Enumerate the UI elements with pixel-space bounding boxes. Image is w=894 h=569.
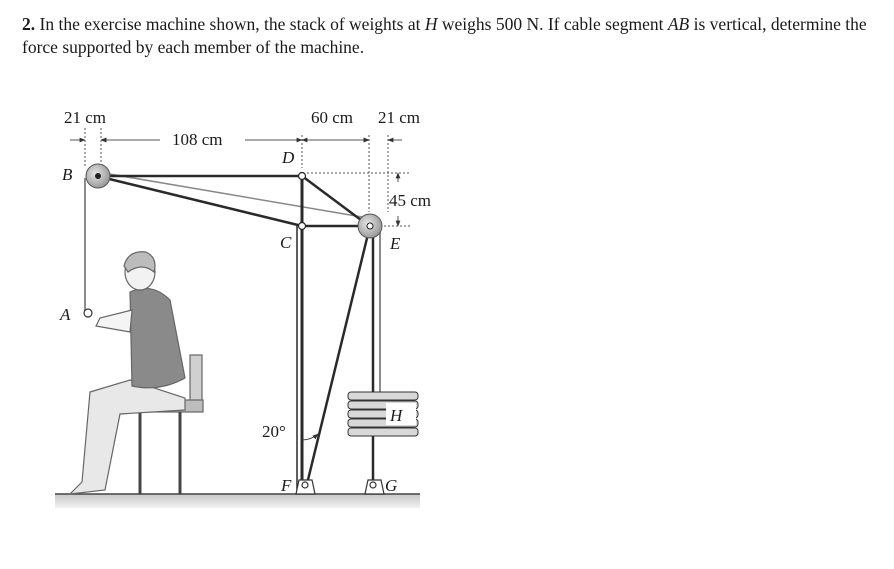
seated-person <box>70 252 203 494</box>
label-g: G <box>385 476 398 495</box>
variable-ab: AB <box>667 14 690 34</box>
label-b: B <box>62 165 73 184</box>
label-d: D <box>282 148 295 167</box>
weight-stack-h <box>348 392 418 436</box>
label-h: H <box>390 406 403 425</box>
dim-45cm: 45 cm <box>389 191 432 210</box>
angle-arc <box>302 434 318 440</box>
label-e: E <box>390 234 401 253</box>
angle-label: 20° <box>262 422 286 441</box>
pulley-e <box>358 214 382 238</box>
pulley-b <box>86 164 110 188</box>
floor <box>55 494 420 508</box>
dim-21cm-right: 21 cm <box>378 108 421 127</box>
label-c: C <box>280 233 292 252</box>
label-f: F <box>281 476 292 495</box>
variable-h: H <box>424 14 438 34</box>
problem-text-part-2: weighs 500 N. If cable segment <box>437 14 668 34</box>
dim-21cm-left: 21 cm <box>64 108 107 127</box>
support-f <box>296 480 315 494</box>
label-a: A <box>60 305 71 324</box>
dim-108cm: 108 cm <box>172 130 223 149</box>
problem-number: 2. <box>22 14 36 34</box>
support-g <box>365 480 384 494</box>
problem-text-part-1: In the exercise machine shown, the stack of weights at <box>35 14 425 34</box>
dim-60cm: 60 cm <box>311 108 354 127</box>
problem-text-part-3: is vertical, determine the force supported by each member of the machine. <box>22 14 867 57</box>
